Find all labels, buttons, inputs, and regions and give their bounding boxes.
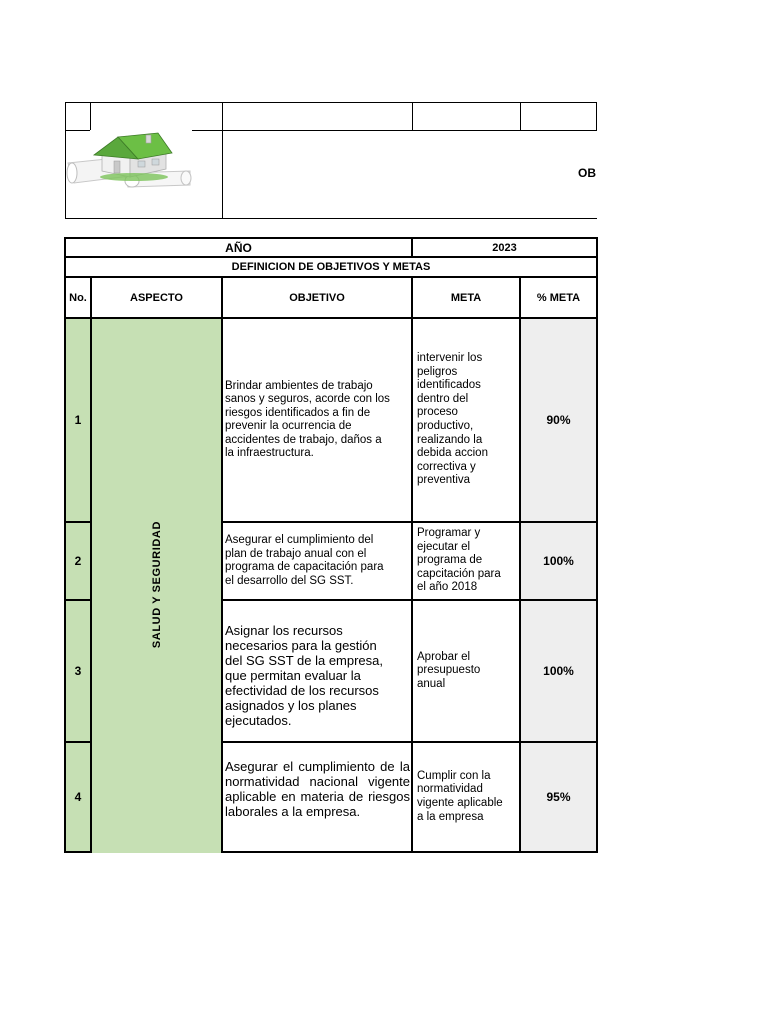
col-header-meta: META <box>450 291 482 304</box>
meta-text: Programar y ejecutar el programa de capcitación para el año 2018 <box>417 527 501 594</box>
pct-value: 95% <box>546 790 571 804</box>
row-number: 4 <box>74 790 82 804</box>
year-value: 2023 <box>492 241 517 254</box>
year-label: AÑO <box>225 240 252 255</box>
section-title: DEFINICION DE OBJETIVOS Y METAS <box>231 261 431 273</box>
company-logo <box>66 131 192 191</box>
row-number: 1 <box>74 413 82 427</box>
row-number: 2 <box>74 554 82 568</box>
col-header-objetivo: OBJETIVO <box>289 291 345 304</box>
house-on-blueprints-icon <box>66 131 192 191</box>
header-title: OB <box>578 166 596 180</box>
aspect-label: SALUD Y SEGURIDAD <box>150 521 163 649</box>
pct-value: 90% <box>546 413 571 427</box>
aspect-cell <box>92 319 221 851</box>
objective-text: Asegurar el cumplimiento de la normatividad nacional vigente aplicable en materia de riesgos laborales a la empresa. <box>225 759 410 819</box>
col-header-no: No. <box>69 291 87 304</box>
pct-value: 100% <box>543 554 574 568</box>
meta-text: intervenir los peligros identificados dentro del proceso productivo, realizando la debida accion correctiva y preventiva <box>417 352 488 487</box>
objective-text: Brindar ambientes de trabajo sanos y seguros, acorde con los riesgos identificados a fin de prevenir la ocurrencia de accidentes de trabajo, daños a la infraestructura. <box>225 379 390 459</box>
objective-text: Asignar los recursos necesarios para la gestión del SG SST de la empresa, que permitan evaluar la efectividad de los recursos asignados y los planes ejecutados. <box>225 622 384 728</box>
pct-value: 100% <box>543 664 574 678</box>
meta-text: Aprobar el presupuesto anual <box>417 650 481 690</box>
objective-text: Asegurar el cumplimiento del plan de trabajo anual con el programa de capacitación para el desarrollo del SG SST. <box>225 534 384 587</box>
meta-text: Cumplir con la normatividad vigente aplicable a la empresa <box>417 769 503 823</box>
col-header-pct-meta: % META <box>536 291 581 304</box>
col-header-aspecto: ASPECTO <box>130 291 183 304</box>
row-number: 3 <box>74 664 82 678</box>
